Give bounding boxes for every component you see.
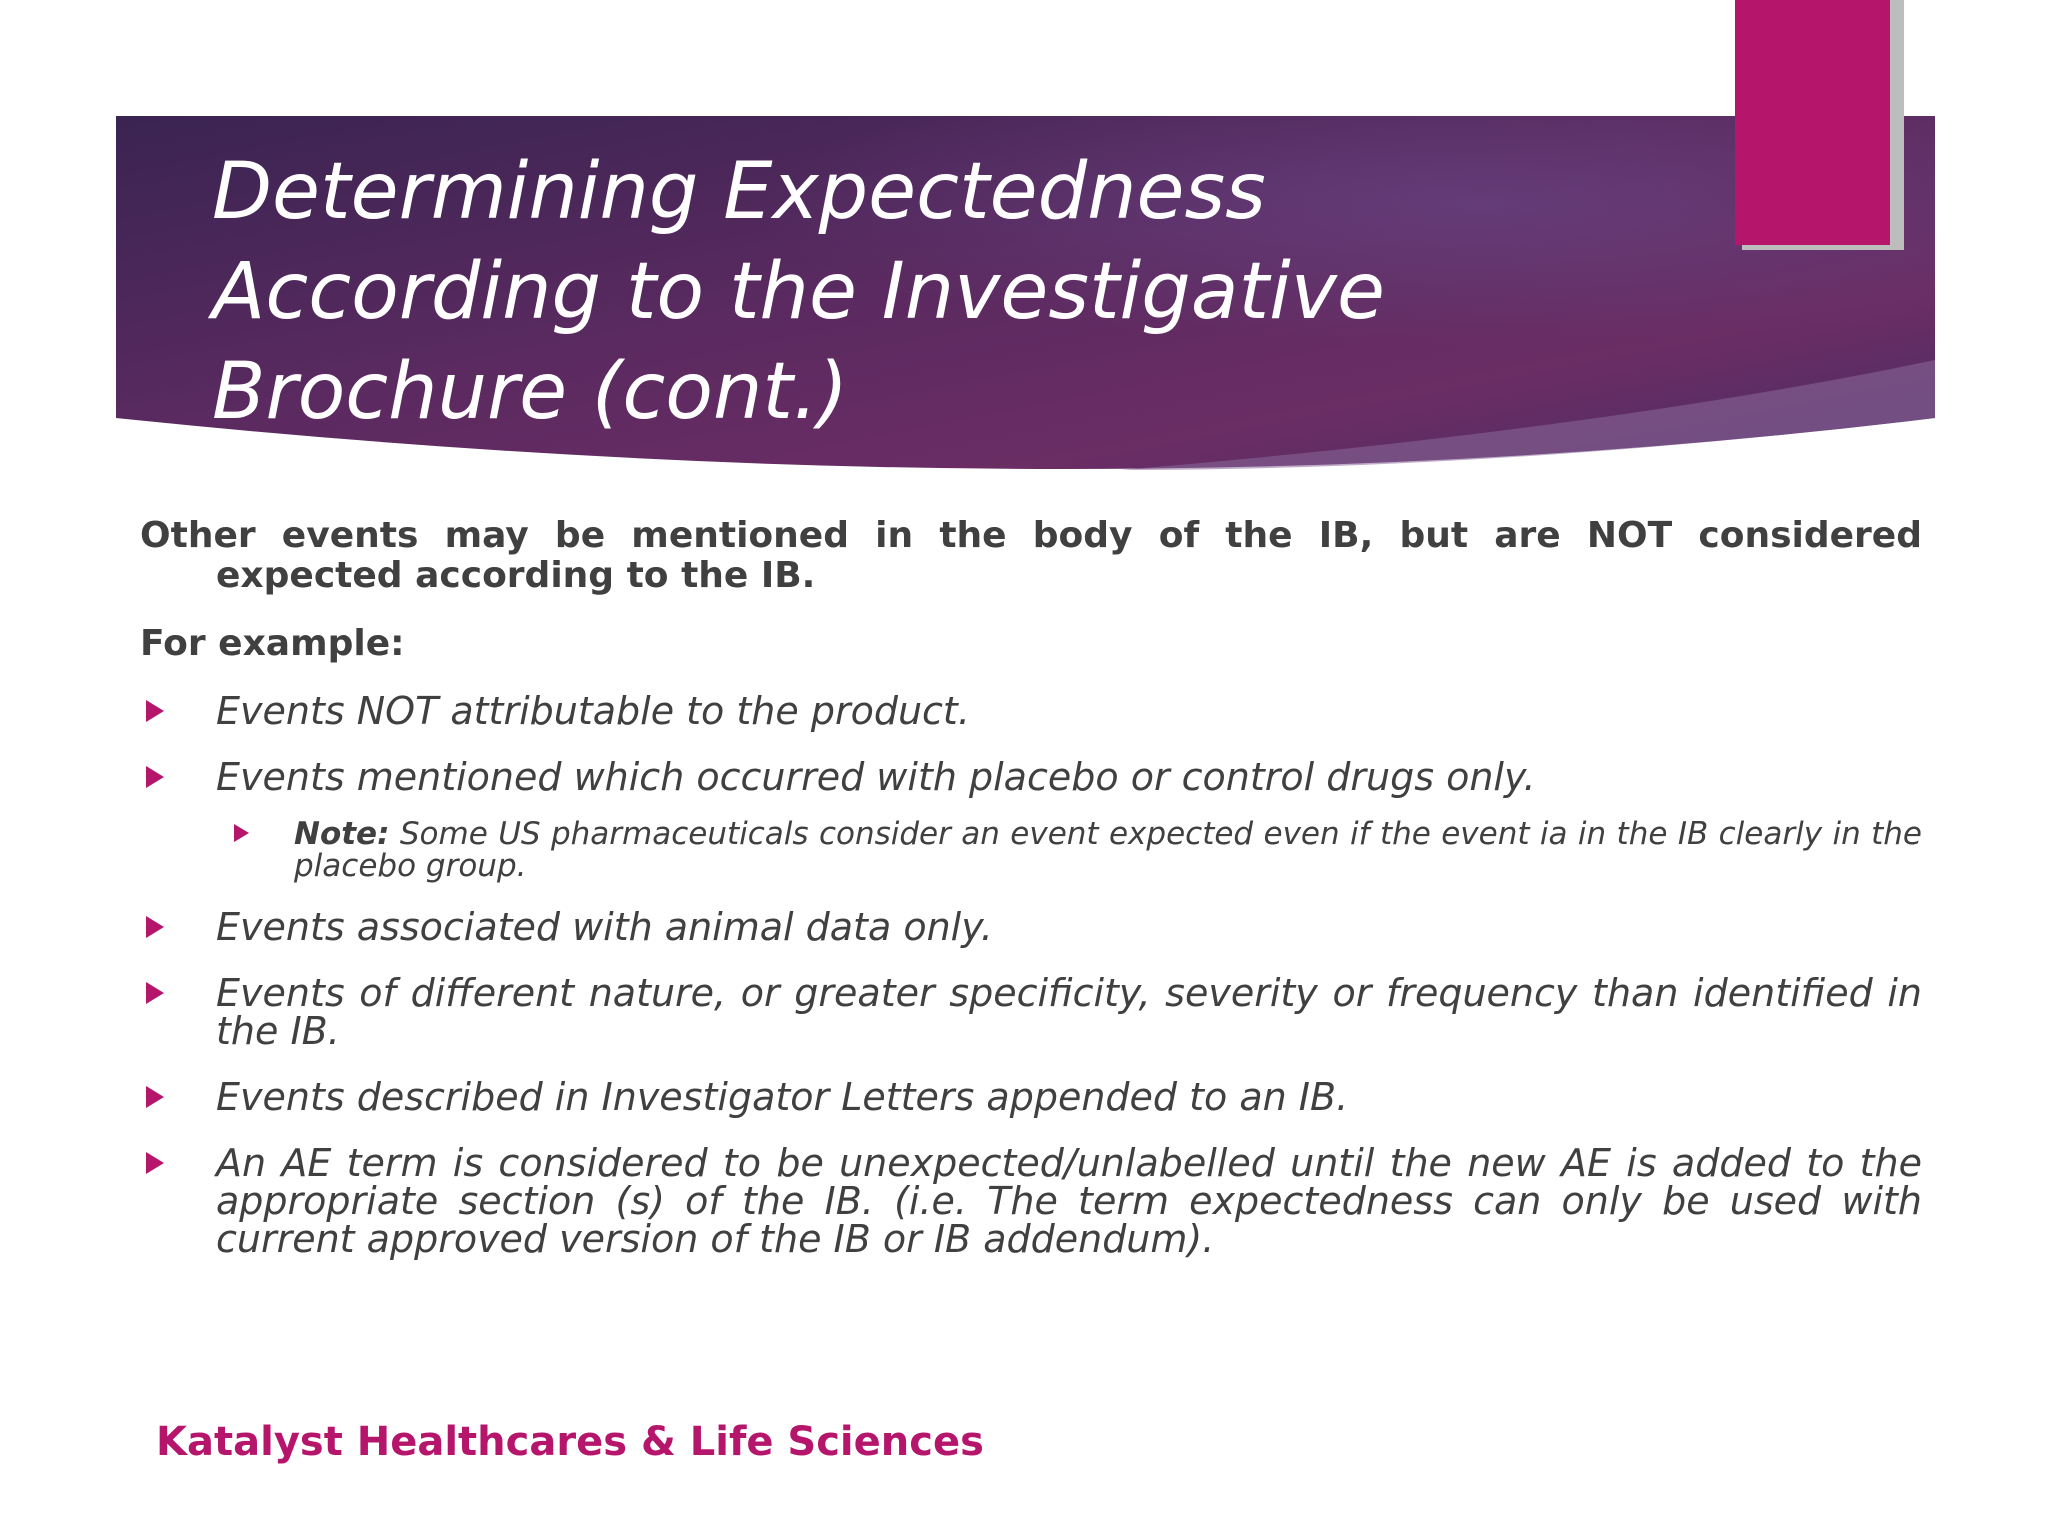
bullet-text: Events described in Investigator Letters appended to an IB. <box>216 1075 1349 1119</box>
bullet-item <box>140 689 1922 733</box>
bullet-text: Events associated with animal data only. <box>216 905 993 949</box>
slide-body <box>140 516 1922 1286</box>
bullet-item <box>140 755 1922 799</box>
bullet-item <box>140 905 1922 949</box>
slide-title: Determining Expectedness According to the Investigative Brochure (cont.) <box>212 147 1385 437</box>
accent-bar <box>1735 0 1890 245</box>
triangle-right-icon <box>146 1086 164 1108</box>
triangle-right-icon <box>146 700 164 722</box>
sub-bullet-note <box>140 818 1922 882</box>
bullet-text: Events mentioned which occurred with placebo or control drugs only. <box>216 755 1536 799</box>
triangle-right-icon <box>146 1152 164 1174</box>
bullet-text: Events NOT attributable to the product. <box>216 689 970 733</box>
intro-paragraph: Other events may be mentioned in the body of the IB, but are NOT considered expected according to the IB. <box>140 515 1922 596</box>
note-label: Note: <box>294 816 390 852</box>
triangle-right-icon <box>146 916 164 938</box>
bullet-item <box>140 1075 1922 1119</box>
bullet-item <box>140 971 1922 1053</box>
triangle-right-icon <box>234 824 249 842</box>
footer-company-name: Katalyst Healthcares & Life Sciences <box>156 1419 984 1465</box>
bullet-text: An AE term is considered to be unexpected/unlabelled until the new AE is added to the appropriate section (s) of the IB. (i.e. The term expectedness can only be used with current approved version of the IB or IB addendum). <box>216 1141 1922 1261</box>
bullet-text: Events of different nature, or greater specificity, severity or frequency than identified in the IB. <box>216 971 1922 1053</box>
note-text: Some US pharmaceuticals consider an event expected even if the event ia in the IB clearly in the placebo group. <box>294 816 1922 884</box>
triangle-right-icon <box>146 982 164 1004</box>
bullet-item <box>140 1141 1922 1261</box>
example-heading: For example: <box>140 623 405 664</box>
triangle-right-icon <box>146 766 164 788</box>
